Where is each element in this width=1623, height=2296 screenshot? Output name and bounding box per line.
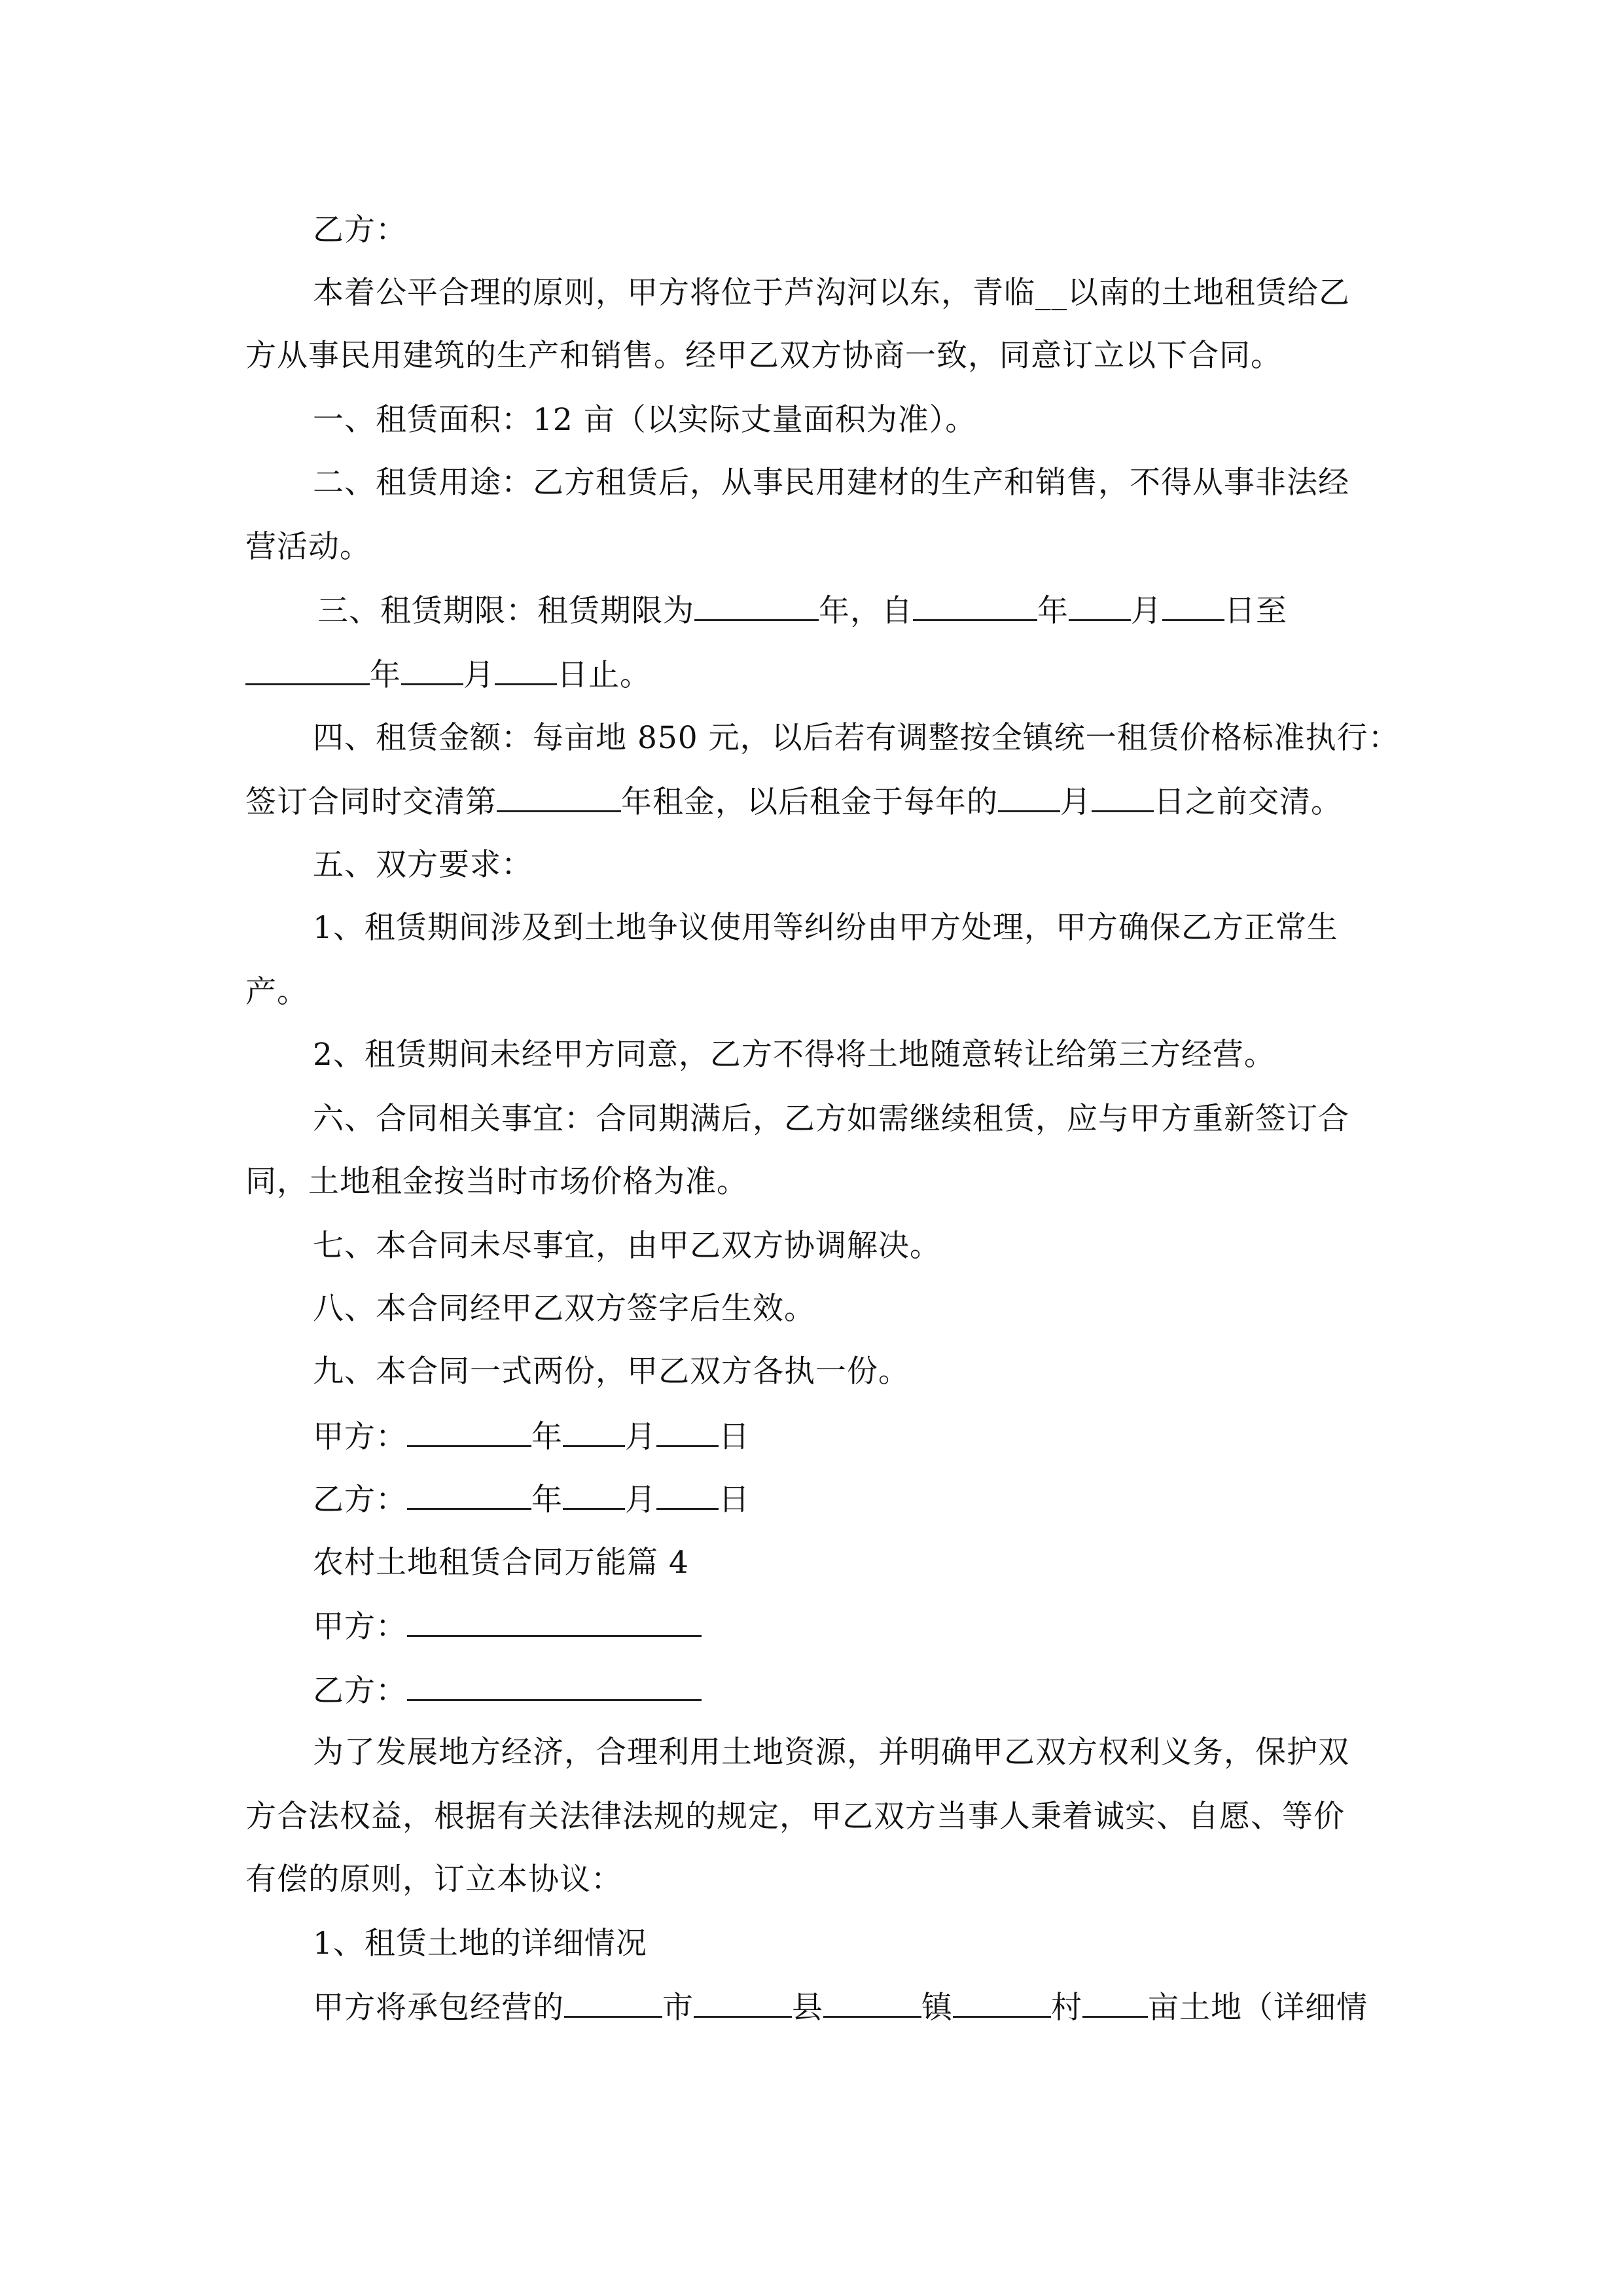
subsection-title (313, 1924, 647, 1964)
text: 月 (625, 1419, 656, 1455)
text: 亩土地（详细情 (1148, 1990, 1368, 2026)
paragraph-line (245, 336, 1282, 376)
blank-field[interactable] (694, 1987, 792, 2018)
clause-4-line (313, 719, 1400, 758)
clause-5-1-line (245, 973, 308, 1012)
text: 乙方： (313, 1673, 407, 1709)
section-title (313, 1543, 689, 1583)
text: 乙方： (313, 212, 407, 248)
text: 日止。 (557, 657, 651, 693)
blank-field[interactable] (495, 655, 557, 685)
party-a-field (313, 1606, 702, 1647)
text: 年 (531, 1419, 563, 1455)
text: 年 (531, 1482, 563, 1518)
text: 乙方： (313, 1482, 407, 1518)
text: 年 (1037, 593, 1069, 629)
text: 产。 (245, 974, 308, 1010)
text: 签订合同时交清第 (245, 784, 497, 820)
text: 农村土地租赁合同万能篇 4 (313, 1545, 689, 1581)
blank-field[interactable] (1092, 781, 1154, 812)
text: 甲方： (313, 1609, 407, 1645)
text: 甲方将承包经营的 (313, 1990, 564, 2026)
clause-5-1-line (313, 908, 1338, 948)
text: 五、双方要求： (313, 847, 533, 883)
blank-field[interactable] (407, 1606, 702, 1637)
clause-2-line (313, 463, 1349, 503)
blank-field[interactable] (401, 655, 463, 685)
blank-field[interactable] (823, 1987, 921, 2018)
blank-field[interactable] (407, 1416, 531, 1447)
text: 1、租赁土地的详细情况 (313, 1926, 647, 1962)
party-b-heading (313, 211, 407, 250)
text: 为了发展地方经济，合理利用土地资源，并明确甲乙双方权利义务，保护双 (313, 1734, 1349, 1770)
text: 日至 (1224, 593, 1287, 629)
clause-4-line (245, 781, 1342, 822)
text: 日 (719, 1482, 750, 1518)
blank-field[interactable] (1069, 590, 1131, 621)
text: 市 (662, 1990, 694, 2026)
blank-field[interactable] (998, 781, 1060, 812)
blank-field[interactable] (563, 1479, 625, 1510)
clause-7-line (313, 1227, 941, 1266)
text: 镇 (921, 1990, 953, 2026)
text: 七、本合同未尽事宜，由甲乙双方协调解决。 (313, 1228, 941, 1264)
text: 有偿的原则，订立本协议： (245, 1861, 622, 1897)
blank-field[interactable] (1082, 1987, 1148, 2018)
text: 二、租赁用途：乙方租赁后，从事民用建材的生产和销售，不得从事非法经 (313, 465, 1349, 501)
clause-9-line (313, 1352, 910, 1391)
party-b-field (313, 1670, 702, 1711)
text: 九、本合同一式两份，甲乙双方各执一份。 (313, 1354, 910, 1390)
blank-field[interactable] (953, 1987, 1051, 2018)
party-a-signature-line (313, 1416, 750, 1457)
text: 本着公平合理的原则，甲方将位于芦沟河以东，青临__以南的土地租赁给乙 (313, 275, 1350, 311)
text: 日 (719, 1419, 750, 1455)
clause-6-line (245, 1162, 748, 1202)
text: 同，土地租金按当时市场价格为准。 (245, 1164, 748, 1200)
clause-3-line (317, 590, 1287, 631)
text: 年 (370, 657, 401, 693)
clause-8-line (313, 1289, 815, 1329)
blank-field[interactable] (497, 781, 621, 812)
blank-field[interactable] (407, 1670, 702, 1701)
blank-field[interactable] (407, 1479, 531, 1510)
text: 月 (463, 657, 495, 693)
text: 六、合同相关事宜：合同期满后，乙方如需继续租赁，应与甲方重新签订合 (313, 1101, 1349, 1137)
clause-5-2-line (313, 1035, 1275, 1075)
text: 甲方： (313, 1419, 407, 1455)
blank-field[interactable] (245, 655, 370, 685)
paragraph-line (313, 1987, 1368, 2028)
text: 年租金，以后租金于每年的 (621, 784, 998, 820)
text: 日之前交清。 (1154, 784, 1342, 820)
text: 月 (1131, 593, 1162, 629)
text: 一、租赁面积：12 亩（以实际丈量面积为准）。 (313, 402, 977, 438)
text: 县 (792, 1990, 823, 2026)
paragraph-line (245, 1860, 622, 1899)
party-b-signature-line (313, 1479, 750, 1520)
clause-5-line (313, 846, 533, 885)
clause-6-line (313, 1100, 1349, 1139)
paragraph-line (245, 1797, 1345, 1837)
text: 三、租赁期限：租赁期限为 (317, 593, 694, 629)
blank-field[interactable] (563, 1416, 625, 1447)
clause-2-line (245, 528, 371, 567)
text: 月 (625, 1482, 656, 1518)
text: 1、租赁期间涉及到土地争议使用等纠纷由甲方处理，甲方确保乙方正常生 (313, 910, 1338, 946)
text: 村 (1051, 1990, 1082, 2026)
clause-1-line (313, 401, 976, 440)
clause-3-line (245, 655, 651, 695)
text: 2、租赁期间未经甲方同意，乙方不得将土地随意转让给第三方经营。 (313, 1037, 1275, 1073)
blank-field[interactable] (656, 1416, 719, 1447)
blank-field[interactable] (1162, 590, 1224, 621)
text: 四、租赁金额：每亩地 850 元，以后若有调整按全镇统一租赁价格标准执行： (313, 720, 1400, 756)
blank-field[interactable] (694, 590, 819, 621)
text: 营活动。 (245, 529, 371, 565)
text: 月 (1060, 784, 1092, 820)
blank-field[interactable] (564, 1987, 662, 2018)
text: 年，自 (819, 593, 913, 629)
blank-field[interactable] (913, 590, 1037, 621)
blank-field[interactable] (656, 1479, 719, 1510)
text: 方从事民用建筑的生产和销售。经甲乙双方协商一致，同意订立以下合同。 (245, 338, 1282, 374)
paragraph-line (313, 274, 1350, 313)
text: 方合法权益，根据有关法律法规的规定，甲乙双方当事人秉着诚实、自愿、等价 (245, 1799, 1345, 1835)
text: 八、本合同经甲乙双方签字后生效。 (313, 1291, 815, 1327)
paragraph-line (313, 1733, 1349, 1772)
